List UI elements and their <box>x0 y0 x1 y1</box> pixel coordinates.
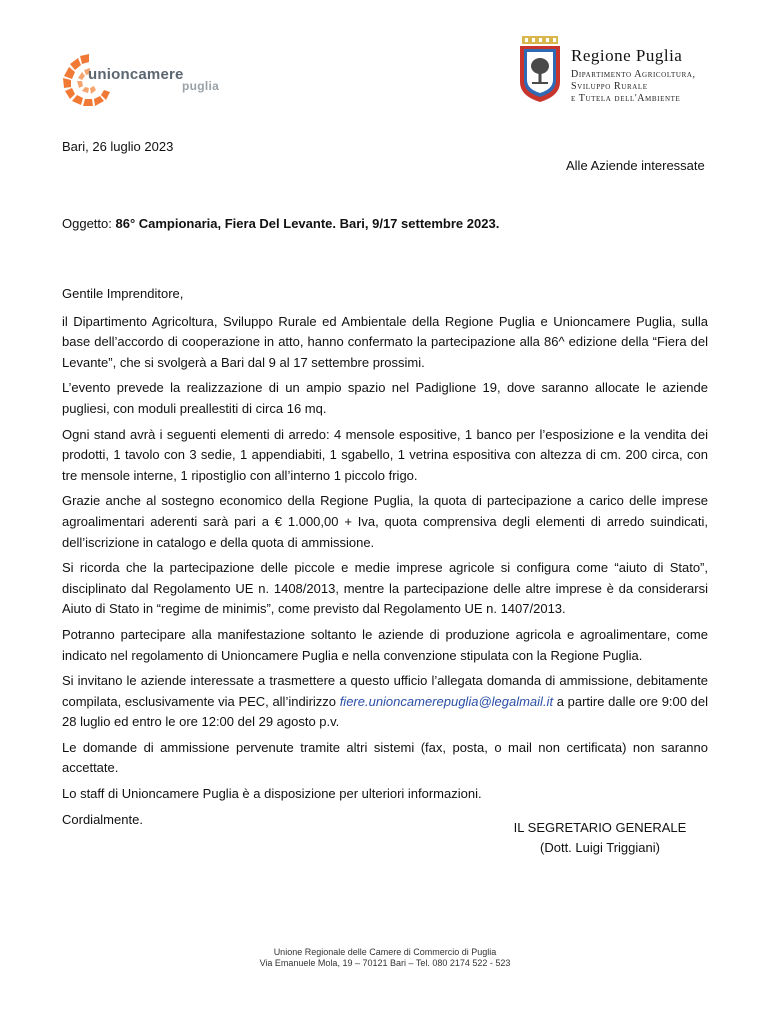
body-paragraph: Le domande di ammissione pervenute tramite altri sistemi (fax, posta, o mail non certificata) non saranno accettate. <box>62 739 708 776</box>
body-paragraph: Grazie anche al sostegno economico della Regione Puglia, la quota di partecipazione a carico delle imprese agroalimentari aderenti sarà pari a € 1.000,00 + Iva, quota comprensiva degli elementi di arredo suindicati, dell’iscrizione in catalogo e della quota di ammissione. <box>62 493 708 550</box>
footer-organization: Unione Regionale delle Camere di Commercio di Puglia <box>273 947 497 957</box>
signature-block <box>480 818 720 858</box>
pec-text-before: Si invitano le aziende interessate a trasmettere a questo ufficio l’allegata domanda di ammissione, debitamente compilata, esclusivamente via PEC, all’indirizzo <box>62 673 708 709</box>
subject-text: 86° Campionaria, Fiera Del Levante. Bari, 9/17 settembre 2023. <box>115 216 500 231</box>
regione-puglia-department-line: Sviluppo Rurale <box>571 81 648 92</box>
body-paragraph: Potranno partecipare alla manifestazione soltanto le aziende di produzione agricola e agroalimentare, come indicato nel regolamento di Unioncamere Puglia e nella convenzione stipulata con la Regione Puglia. <box>62 626 708 663</box>
pec-email-link[interactable]: fiere.unioncamerepuglia@legalmail.it <box>339 693 554 709</box>
letter-date: Bari, 26 luglio 2023 <box>62 139 174 154</box>
closing-salutation: Cordialmente. <box>62 811 143 827</box>
subject-label: Oggetto: <box>62 216 116 231</box>
pec-paragraph <box>62 671 708 733</box>
regione-puglia-shield-icon <box>516 34 564 104</box>
body-paragraph: Lo staff di Unioncamere Puglia è a disposizione per ulteriori informazioni. <box>62 786 482 802</box>
body-paragraph: L’evento prevede la realizzazione di un ampio spazio nel Padiglione 19, dove saranno allocate le aziende pugliesi, con moduli preallestiti di circa 16 mq. <box>62 380 708 416</box>
letter-body <box>62 284 708 835</box>
letter-greeting: Gentile Imprenditore, <box>62 286 184 301</box>
signature-role: IL SEGRETARIO GENERALE <box>513 820 687 835</box>
regione-puglia-title: Regione Puglia <box>571 46 683 65</box>
page-footer <box>0 947 770 969</box>
pec-text-after: a partire dalle ore 9:00 del 28 luglio ed entro le ore 12:00 del 29 agosto p.v. <box>62 693 708 730</box>
body-paragraph: Si ricorda che la partecipazione delle piccole e medie imprese agricole si configura come “aiuto di Stato”, disciplinato dal Regolamento UE n. 1408/2013, mentre la partecipazione delle altre imprese è da considerarsi Aiuto di Stato in “regime de minimis”, come previsto dal Regolamento UE n. 1407/2013. <box>62 560 708 617</box>
regione-puglia-department-line: e Tutela dell'Ambiente <box>571 93 681 104</box>
signature-name: (Dott. Luigi Triggiani) <box>540 840 660 855</box>
footer-address: Via Emanuele Mola, 19 – 70121 Bari – Tel. 080 2174 522 - 523 <box>259 958 511 968</box>
unioncamere-logo <box>60 50 260 110</box>
letter-recipient: Alle Aziende interessate <box>566 158 705 173</box>
letter-subject <box>62 216 499 231</box>
regione-puglia-logo <box>516 34 726 104</box>
unioncamere-wordmark-sub: puglia <box>182 79 220 93</box>
body-paragraph: Ogni stand avrà i seguenti elementi di arredo: 4 mensole espositive, 1 banco per l’esposizione e la vendita dei prodotti, 1 tavolo con 3 sedie, 1 appendiabiti, 1 sgabello, 1 vetrina espositiva con altezza di cm. 200 circa, con tre mensole interne, 1 ripostiglio con all’interno 1 piccolo frigo. <box>62 426 708 483</box>
body-paragraph: il Dipartimento Agricoltura, Sviluppo Rurale ed Ambientale della Regione Puglia e Unioncamere Puglia, sulla base dell’accordo di cooperazione in atto, hanno confermato la partecipazione alla 86^ edizione della “Fiera del Levante”, che si svolgerà a Bari dal 9 al 17 settembre prossimi. <box>62 313 708 370</box>
regione-puglia-department-line: Dipartimento Agricoltura, <box>571 69 696 80</box>
unioncamere-wordmark <box>88 66 184 83</box>
unioncamere-wordmark-main: unioncamere <box>88 66 184 83</box>
